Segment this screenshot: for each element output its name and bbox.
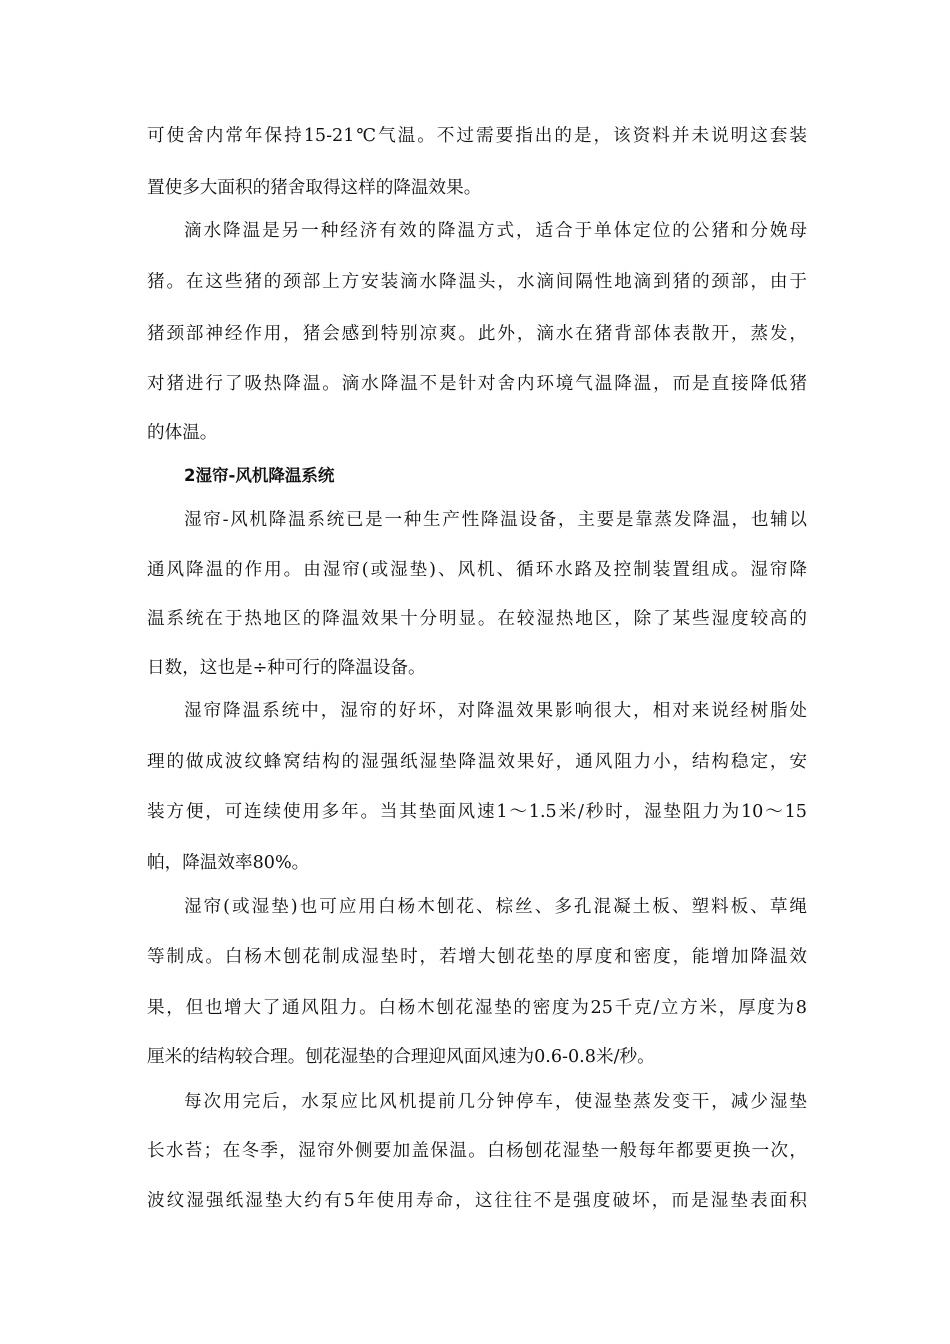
- text-line: 可使舍内常年保持15-21℃气温。不过需要指出的是，该资料并未说明这套装: [147, 126, 807, 146]
- text-line: 装方便，可连续使用多年。当其垫面风速1～1.5米/秒时，湿垫阻力为10～15: [147, 802, 807, 822]
- text-line: 果，但也增大了通风阻力。白杨木刨花湿垫的密度为25千克/立方米，厚度为8: [147, 998, 807, 1018]
- text-line: 每次用完后，水泵应比风机提前几分钟停车，使湿垫蒸发变干，减少湿垫: [184, 1092, 807, 1112]
- text-line: 猪。在这些猪的颈部上方安装滴水降温头，水滴间隔性地滴到猪的颈部，由于: [147, 272, 807, 292]
- section-heading: 2湿帘-风机降温系统: [184, 466, 335, 485]
- text-line: 理的做成波纹蜂窝结构的湿强纸湿垫降温效果好，通风阻力小，结构稳定，安: [147, 752, 807, 772]
- text-line: 日数，这也是÷种可行的降温设备。: [147, 658, 426, 678]
- text-line: 厘米的结构较合理。刨花湿垫的合理迎风面风速为0.6-0.8米/秒。: [147, 1047, 655, 1067]
- text-line: 温系统在于热地区的降温效果十分明显。在较湿热地区，除了某些湿度较高的: [147, 609, 807, 629]
- text-line: 通风降温的作用。由湿帘(或湿垫)、风机、循环水路及控制装置组成。湿帘降: [147, 560, 807, 580]
- text-line: 猪颈部神经作用，猪会感到特别凉爽。此外，滴水在猪背部体表散开，蒸发，: [147, 324, 807, 344]
- text-line: 湿帘降温系统中，湿帘的好坏，对降温效果影响很大，相对来说经树脂处: [184, 701, 807, 721]
- text-line: 的体温。: [147, 423, 218, 443]
- text-line: 等制成。白杨木刨花制成湿垫时，若增大刨花垫的厚度和密度，能增加降温效: [147, 947, 807, 967]
- text-line: 滴水降温是另一种经济有效的降温方式，适合于单体定位的公猪和分娩母: [184, 221, 807, 241]
- text-line: 长水苔；在冬季，湿帘外侧要加盖保温。白杨刨花湿垫一般每年都要更换一次，: [147, 1141, 807, 1161]
- text-line: 湿帘(或湿垫)也可应用白杨木刨花、棕丝、多孔混凝土板、塑料板、草绳: [184, 897, 807, 917]
- text-line: 湿帘-风机降温系统已是一种生产性降温设备，主要是靠蒸发降温，也辅以: [184, 510, 807, 530]
- text-line: 对猪进行了吸热降温。滴水降温不是针对舍内环境气温降温，而是直接降低猪: [147, 374, 807, 394]
- text-line: 置使多大面积的猪舍取得这样的降温效果。: [147, 178, 482, 198]
- text-line: 波纹湿强纸湿垫大约有5年使用寿命，这往往不是强度破坏，而是湿垫表面积: [147, 1191, 807, 1211]
- text-line: 帕，降温效率80%。: [147, 853, 310, 873]
